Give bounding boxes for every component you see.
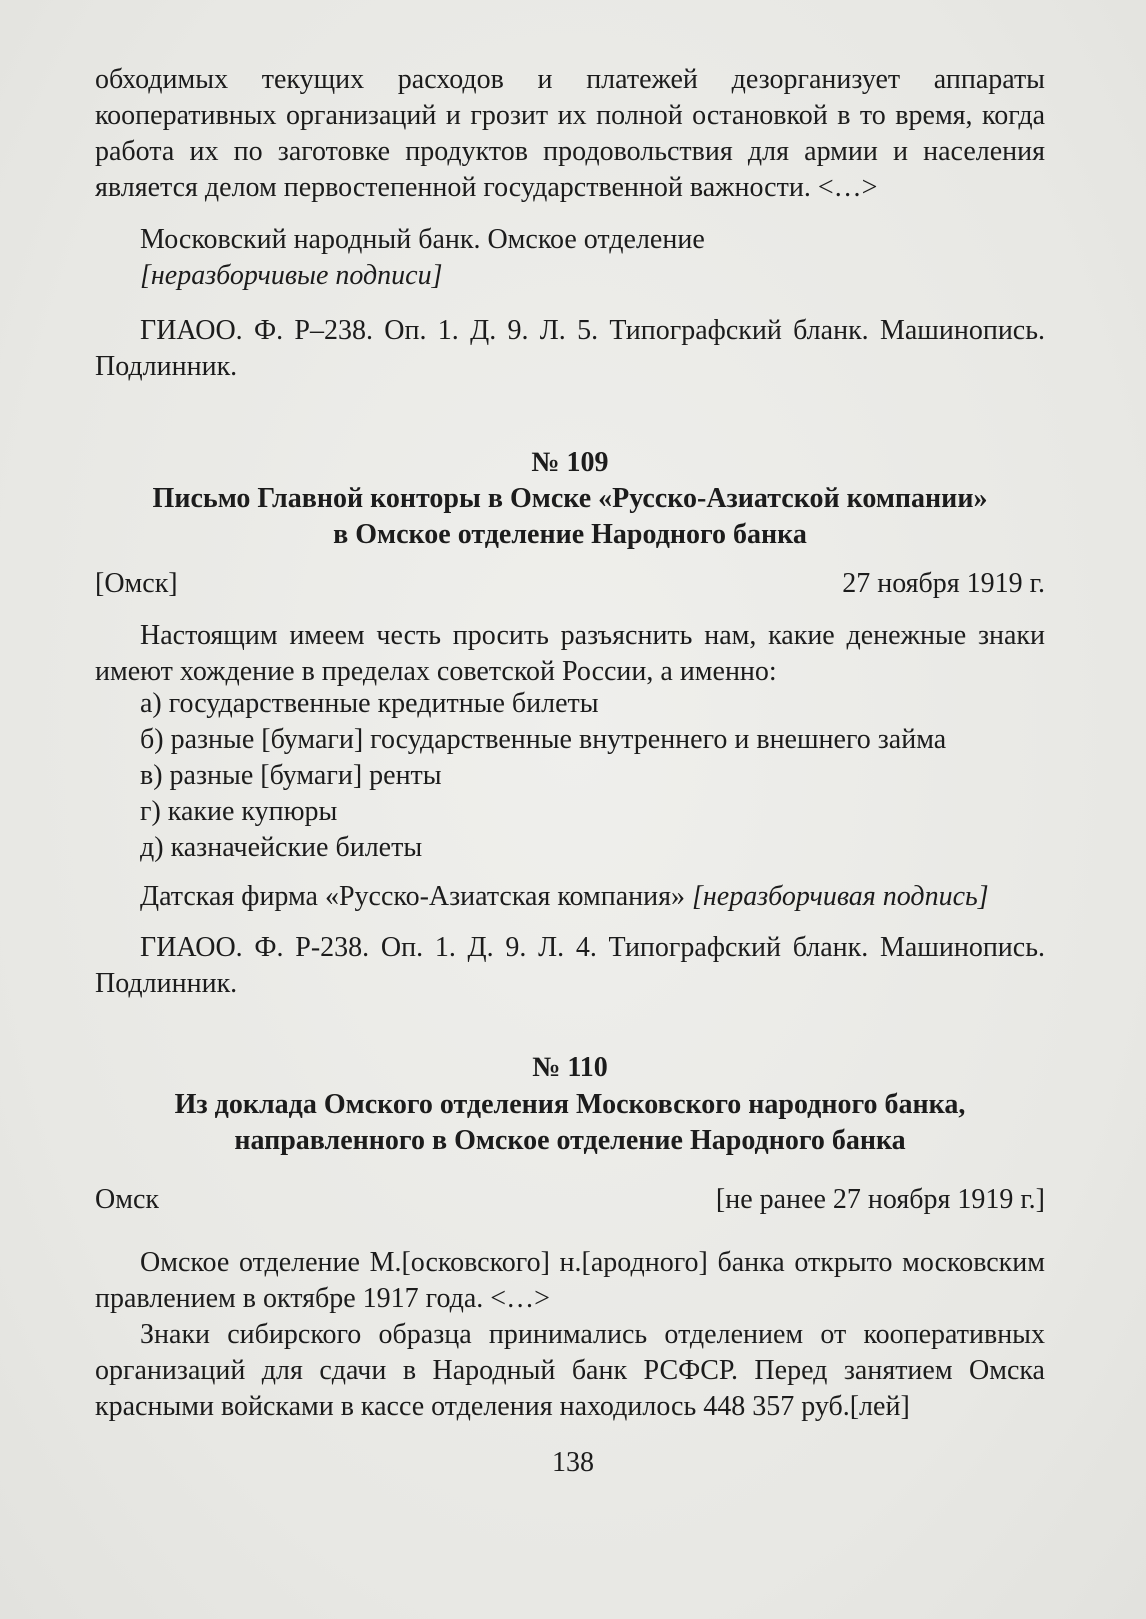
- list-item: г) какие купюры: [140, 796, 338, 827]
- page-number: 138: [552, 1447, 594, 1478]
- body-paragraph: Знаки сибирского образца принимались отделением от кооперативных организаций для сдачи в Народный банк РСФСР. Перед занятием Омска красными войсками в кассе отделения находилось 448 357 руб.[лей]: [95, 1319, 1045, 1422]
- document-title-line-2: в Омское отделение Народного банка: [333, 519, 807, 550]
- document-date: 27 ноября 1919 г.: [842, 568, 1045, 599]
- archive-reference: ГИАОО. Ф. Р-238. Оп. 1. Д. 9. Л. 4. Типографский бланк. Машинопись. Подлинник.: [95, 932, 1045, 999]
- signature-organization: Московский народный банк. Омское отделение: [140, 224, 705, 255]
- list-item: б) разные [бумаги] государственные внутреннего и внешнего займа: [140, 724, 947, 755]
- archive-reference: ГИАОО. Ф. Р–238. Оп. 1. Д. 9. Л. 5. Типографский бланк. Машинопись. Подлинник.: [95, 315, 1045, 382]
- signature-line: [140, 879, 1040, 915]
- body-paragraph: Омское отделение М.[осковского] н.[ародного] банка открыто московским правлением в октябре 1917 года. <…>: [95, 1247, 1045, 1314]
- document-title-line-1: Из доклада Омского отделения Московского народного банка,: [174, 1089, 966, 1120]
- document-title-line-1: Письмо Главной конторы в Омске «Русско-Азиатской компании»: [152, 483, 988, 514]
- place-date-row: [95, 566, 1045, 602]
- signature-note: [неразборчивая подпись]: [691, 881, 989, 912]
- list-item: а) государственные кредитные билеты: [140, 688, 599, 719]
- list-item: д) казначейские билеты: [140, 832, 423, 863]
- document-number: № 110: [532, 1052, 608, 1083]
- document-number: № 109: [531, 447, 609, 478]
- document-date: [не ранее 27 ноября 1919 г.]: [715, 1184, 1045, 1215]
- document-place: Омск: [95, 1184, 159, 1215]
- body-paragraph: Настоящим имеем честь просить разъяснить нам, какие денежные знаки имеют хождение в пределах советской России, а именно:: [95, 620, 1045, 687]
- continuation-paragraph: обходимых текущих расходов и платежей дезорганизует аппараты кооперативных организаций и грозит их полной остановкой в то время, когда работа их по заготовке продуктов продовольствия для армии и населения является делом первостепенной государственной важности. <…>: [95, 64, 1045, 203]
- document-place: [Омск]: [95, 568, 178, 599]
- document-title-line-2: направленного в Омское отделение Народного банка: [234, 1125, 906, 1156]
- signature-note: [неразборчивые подписи]: [140, 260, 443, 291]
- place-date-row: [95, 1182, 1045, 1218]
- signature-organization: Датская фирма «Русско-Азиатская компания»: [140, 881, 685, 912]
- list-item: в) разные [бумаги] ренты: [140, 760, 442, 791]
